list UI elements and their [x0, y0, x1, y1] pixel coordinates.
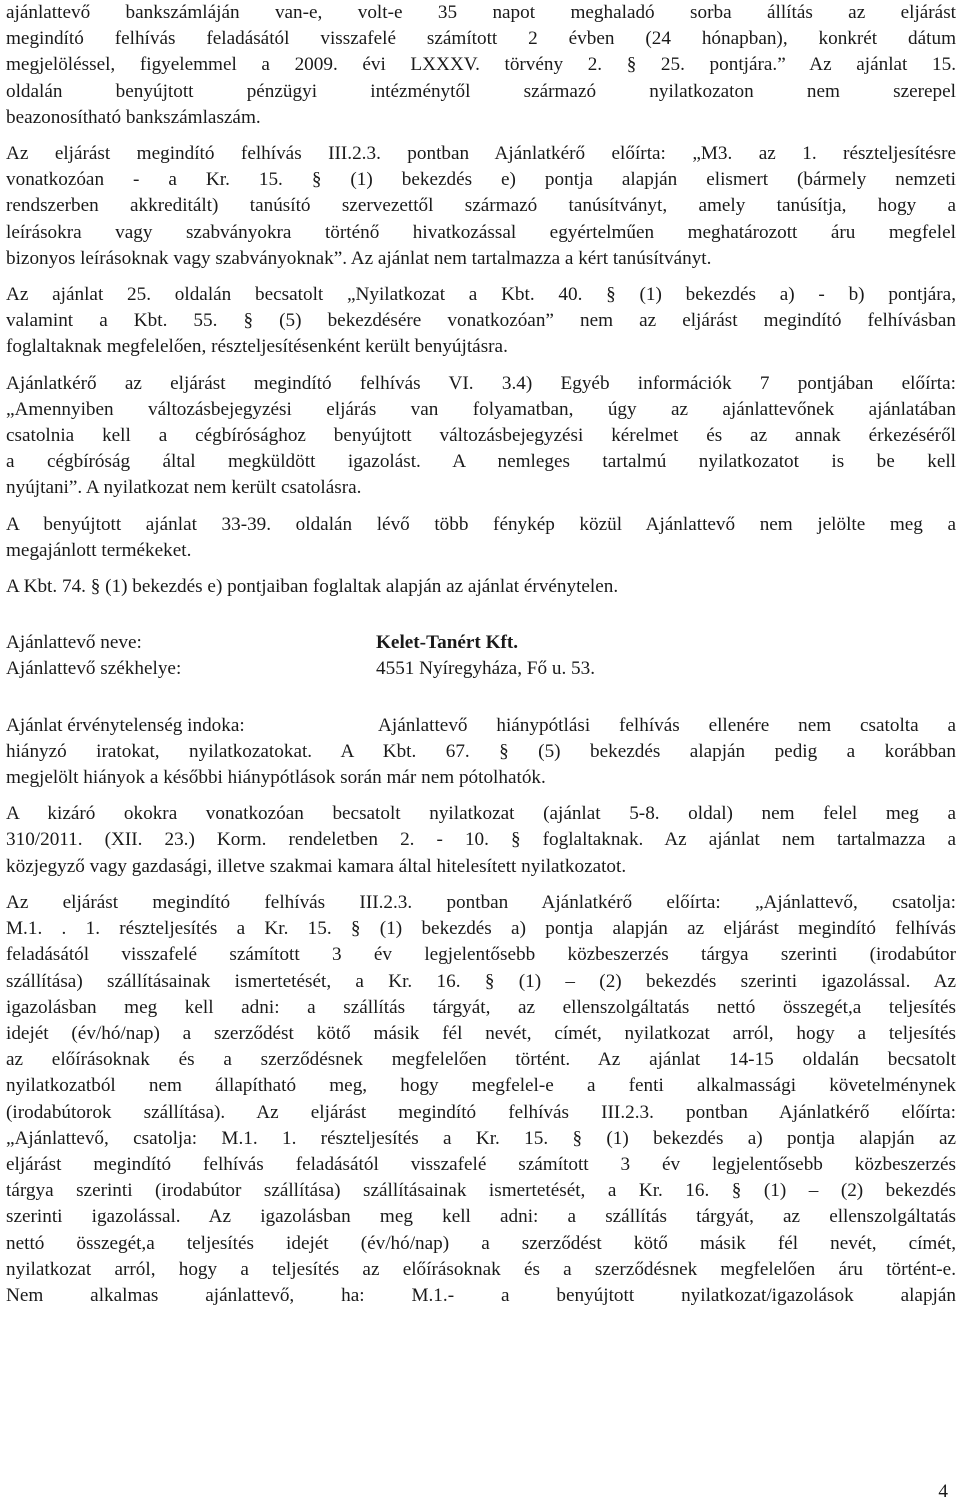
text-line: feladásától visszafelé számított 3 év legjelentősebb közbeszerzés tárgya szerinti (irodabútor: [6, 944, 956, 966]
paragraph-photos: [6, 512, 956, 564]
text-line: oldalán benyújtott pénzügyi intézménytől származó nyilatkozaton nem szerepel: [6, 80, 956, 102]
text-line: tárgya szerinti (irodabútor szállítása) szállításainak ismertetését, a Kr. 16. § (1) – (2) bekezdés: [6, 1180, 956, 1202]
text-line: nyújtani”. A nyilatkozat nem került csatolásra.: [6, 477, 362, 499]
text-line: beazonosítható bankszámlaszám.: [6, 106, 261, 128]
text-line: A benyújtott ajánlat 33-39. oldalán lévő több fénykép közül Ajánlattevő nem jelölte meg a: [6, 513, 956, 535]
text-line: szerinti igazolással. Az igazolásban meg kell adni: a szállítás tárgyát, az ellenszolgáltatás: [6, 1206, 956, 1228]
reason-first-value: Ajánlattevő hiánypótlási felhívás ellenére nem csatolta a: [378, 714, 956, 736]
text-line: M.1. . 1. részteljesítés a Kr. 15. § (1) bekezdés a) pontja alapján az eljárást megindító felhívás: [6, 918, 956, 940]
text-line: A Kbt. 74. § (1) bekezdés e) pontjaiban foglaltak alapján az ajánlat érvénytelen.: [6, 576, 619, 598]
text-line: a cégbíróság által megküldött igazolást. A nemleges tartalmú nyilatkozatot is be kell: [6, 451, 956, 473]
paragraph-exclusion-grounds: [6, 801, 956, 880]
text-line: „Ajánlattevő, csatolja: M.1. 1. részteljesítés a Kr. 15. § (1) bekezdés a) pontja alapján az: [6, 1127, 956, 1149]
text-line: szállítása) szállításainak ismertetését, a Kr. 16. § (1) – (2) bekezdés szerinti igazolással. Az: [6, 970, 956, 992]
document-page: [6, 0, 956, 1309]
text-line: megajánlott termékeket.: [6, 539, 192, 561]
text-line: az előírásoknak és a szerződésnek megfelelően történt. Az ajánlat 14-15 oldalán becsatolt: [6, 1049, 956, 1071]
paragraph-bank-account: [6, 0, 956, 131]
bidder-seat-value: 4551 Nyíregyháza, Fő u. 53.: [376, 658, 596, 680]
text-line: „Amennyiben változásbejegyzési eljárás van folyamatban, úgy az ajánlattevőnek ajánlatában: [6, 398, 956, 420]
text-line: eljárást megindító felhívás feladásától visszafelé számított 3 év legjelentősebb közbeszerzés: [6, 1153, 956, 1175]
text-line: leírásokra vagy szabványokra történő hivatkozással egyértelműen meghatározott áru megfelel: [6, 221, 956, 243]
text-line: megjelölt hiányok a későbbi hiánypótlások során már nem pótolhatók.: [6, 767, 546, 789]
paragraph-invalid: [6, 574, 956, 600]
text-line: Az eljárást megindító felhívás III.2.3. pontban Ajánlatkérő előírta: „Ajánlattevő, csatolja:: [6, 891, 956, 913]
text-line: nyilatkozat arról, hogy a teljesítés az előírásoknak és a szerződésnek megfelelően áru történt-e.: [6, 1258, 956, 1280]
paragraph-declaration: [6, 282, 956, 361]
bidder-seat-label: Ajánlattevő székhelye:: [6, 658, 182, 680]
reason-first-line: [6, 713, 956, 739]
text-line: valamint a Kbt. 55. § (5) bekezdésére vonatkozóan” nem az eljárást megindító felhívásban: [6, 310, 956, 332]
text-line: (irodabútorok szállítása). Az eljárást megindító felhívás III.2.3. pontban Ajánlatkérő előírta:: [6, 1101, 956, 1123]
paragraph-change-registration: [6, 371, 956, 502]
bidder-seat-row: [6, 656, 956, 682]
bidder-name-label: Ajánlattevő neve:: [6, 632, 142, 654]
text-line: csatolnia kell a cégbírósághoz benyújtott változásbejegyzési kérelmet és az annak érkezéséről: [6, 425, 956, 447]
bidder-name-value: Kelet-Tanért Kft.: [376, 632, 519, 654]
text-line: nettó összegét,a teljesítés idejét (év/hó/nap) a szerződést kötő másik fél nevét, címét,: [6, 1232, 956, 1254]
text-line: közjegyző vagy gazdasági, illetve szakmai kamara által hitelesített nyilatkozatot.: [6, 855, 627, 877]
text-line: vonatkozóan - a Kr. 15. § (1) bekezdés e) pontja alapján elismert (bármely nemzeti: [6, 169, 956, 191]
text-line: Az eljárást megindító felhívás III.2.3. pontban Ajánlatkérő előírta: „M3. az 1. részteljesítésre: [6, 143, 956, 165]
text-line: ajánlattevő bankszámláján van-e, volt-e 35 napot meghaladó sorba állítás az eljárást: [6, 2, 956, 23]
reason-label: Ajánlat érvénytelenség indoka:: [6, 714, 245, 736]
bidder-name-row: [6, 630, 956, 656]
invalidity-reason: [6, 713, 956, 792]
paragraph-suitability: [6, 890, 956, 1309]
text-line: igazolásban meg kell adni: a szállítás tárgyát, az ellenszolgáltatás nettó összegét,a teljesítés: [6, 996, 956, 1018]
text-line: 310/2011. (XII. 23.) Korm. rendeletben 2. - 10. § foglaltaknak. Az ajánlat nem tartalmazza a: [6, 829, 956, 851]
paragraph-certificate: [6, 141, 956, 272]
text-line: Nem alkalmas ajánlattevő, ha: M.1.- a benyújtott nyilatkozat/igazolások alapján: [6, 1284, 956, 1306]
text-line: foglaltaknak megfelelően, részteljesítésenként került benyújtásra.: [6, 336, 508, 358]
text-line: idejét (év/hó/nap) a szerződést kötő másik fél nevét, címét, nyilatkozat arról, hogy a teljesítés: [6, 1022, 956, 1044]
text-line: nyilatkozatból nem állapítható meg, hogy megfelel-e a fenti alkalmassági követelménynek: [6, 1075, 956, 1097]
text-line: megjelöléssel, figyelemmel a 2009. évi LXXXV. törvény 2. § 25. pontjára.” Az ajánlat 15.: [6, 54, 956, 76]
text-line: bizonyos leírásoknak vagy szabványoknak”. Az ajánlat nem tartalmazza a kért tanúsítványt.: [6, 247, 712, 269]
page-number: 4: [938, 1481, 948, 1502]
text-line: A kizáró okokra vonatkozóan becsatolt nyilatkozat (ajánlat 5-8. oldal) nem felel meg a: [6, 803, 956, 825]
text-line: Az ajánlat 25. oldalán becsatolt „Nyilatkozat a Kbt. 40. § (1) bekezdés a) - b) pontjára,: [6, 284, 956, 306]
text-line: megindító felhívás feladásától visszafelé számított 2 évben (24 hónapban), konkrét dátum: [6, 28, 956, 50]
text-line: Ajánlatkérő az eljárást megindító felhívás VI. 3.4) Egyéb információk 7 pontjában előírta:: [6, 372, 956, 394]
text-line: rendszerben akkreditált) tanúsító szervezettől származó tanúsítványt, amely tanúsítja, hogy a: [6, 195, 956, 217]
text-line: hiányzó iratokat, nyilatkozatokat. A Kbt. 67. § (5) bekezdés alapján pedig a korábban: [6, 740, 956, 762]
